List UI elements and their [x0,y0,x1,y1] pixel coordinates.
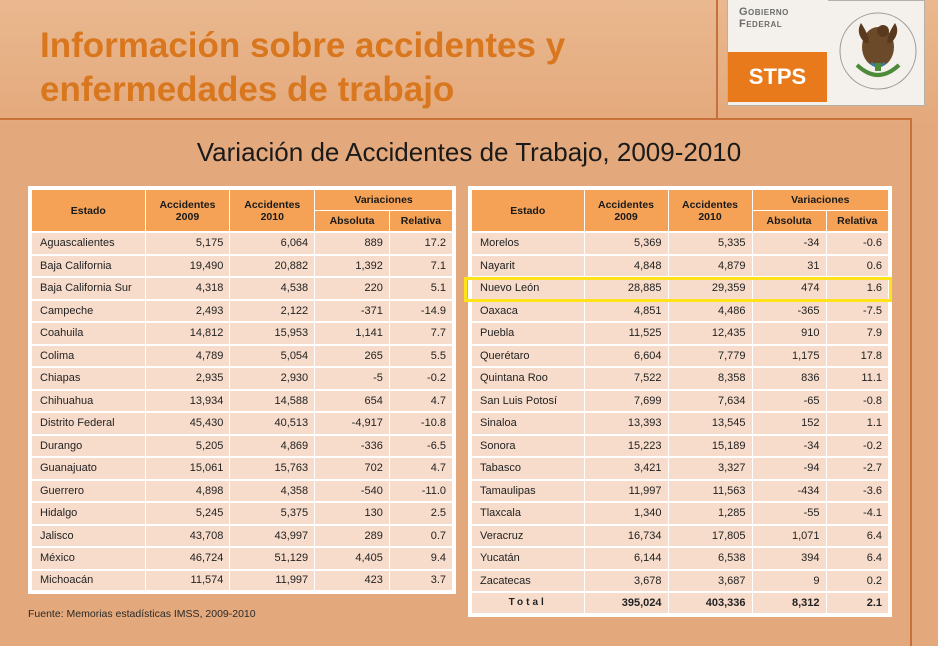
total-row [470,592,890,615]
absolute-variation-cell: 9 [752,570,826,593]
column-header-2009 [584,188,668,232]
year-2010-label: 2010 [260,210,284,223]
absolute-variation-cell: -5 [315,367,390,390]
relative-variation-cell: 1.6 [826,277,890,300]
accidents-2010-cell: 7,779 [668,345,752,368]
table-row [30,547,454,570]
state-cell: Baja California Sur [30,277,145,300]
accidents-2010-cell: 13,545 [668,412,752,435]
table-subtitle: Variación de Accidentes de Trabajo, 2009-2010 [196,137,742,167]
table-row [30,480,454,503]
absolute-variation-cell: -55 [752,502,826,525]
source-note: Fuente: Memorias estadísticas IMSS, 2009-2010 [28,608,256,620]
accidents-2010-cell: 11,997 [230,570,315,593]
relative-variation-cell: -0.2 [826,435,890,458]
absolute-variation-cell: 1,071 [752,525,826,548]
total-2010-cell: 403,336 [668,592,752,615]
gob-line1: Gobierno [739,6,789,18]
absolute-variation-cell: 130 [315,502,390,525]
column-header-relativa: Relativa [389,210,454,232]
relative-variation-cell: -10.8 [389,412,454,435]
accidents-2010-cell: 3,327 [668,457,752,480]
absolute-variation-cell: 1,141 [315,322,390,345]
table-row [470,547,890,570]
relative-variation-cell: -7.5 [826,300,890,323]
table-row [470,232,890,255]
accidents-2010-cell: 5,375 [230,502,315,525]
state-cell: Querétaro [470,345,584,368]
absolute-variation-cell: 220 [315,277,390,300]
accidentes-label: Accidentes [597,198,655,211]
column-header-2009 [145,188,230,232]
accidents-2010-cell: 3,687 [668,570,752,593]
table-row [470,570,890,593]
accidents-2009-cell: 19,490 [145,255,230,278]
state-cell: Michoacán [30,570,145,593]
accidents-2009-cell: 11,997 [584,480,668,503]
state-cell: Morelos [470,232,584,255]
relative-variation-cell: -14.9 [389,300,454,323]
gob-line2: Federal [739,18,783,30]
table-row [30,345,454,368]
accidents-2010-cell: 2,930 [230,367,315,390]
relative-variation-cell: 5.1 [389,277,454,300]
accidents-2010-cell: 14,588 [230,390,315,413]
relative-variation-cell: -2.7 [826,457,890,480]
absolute-variation-cell: -371 [315,300,390,323]
table-row [30,502,454,525]
accidents-2010-cell: 7,634 [668,390,752,413]
accidents-2010-cell: 4,869 [230,435,315,458]
accidents-2009-cell: 43,708 [145,525,230,548]
relative-variation-cell: 0.6 [826,255,890,278]
mexican-seal-icon [835,3,921,101]
absolute-variation-cell: 836 [752,367,826,390]
state-cell: Sonora [470,435,584,458]
state-cell: Baja California [30,255,145,278]
state-cell: Jalisco [30,525,145,548]
accidents-2009-cell: 5,205 [145,435,230,458]
total-2009-cell: 395,024 [584,592,668,615]
relative-variation-cell: -0.8 [826,390,890,413]
table-row [470,322,890,345]
absolute-variation-cell: 702 [315,457,390,480]
relative-variation-cell: 1.1 [826,412,890,435]
relative-variation-cell: 7.7 [389,322,454,345]
accidents-2010-cell: 6,538 [668,547,752,570]
column-header-absoluta: Absoluta [752,210,826,232]
accidentes-label: Accidentes [244,198,301,211]
relative-variation-cell: 17.8 [826,345,890,368]
relative-variation-cell: 7.9 [826,322,890,345]
state-cell: Durango [30,435,145,458]
accidents-2009-cell: 2,935 [145,367,230,390]
year-2009-label: 2009 [614,210,638,223]
relative-variation-cell: 6.4 [826,547,890,570]
absolute-variation-cell: -34 [752,435,826,458]
absolute-variation-cell: -4,917 [315,412,390,435]
table-row [30,322,454,345]
accidents-2010-cell: 2,122 [230,300,315,323]
absolute-variation-cell: 1,175 [752,345,826,368]
table-row [30,367,454,390]
accidents-2009-cell: 28,885 [584,277,668,300]
accidents-2009-cell: 4,851 [584,300,668,323]
accidents-2009-cell: 11,574 [145,570,230,593]
accidents-2010-cell: 5,054 [230,345,315,368]
absolute-variation-cell: 910 [752,322,826,345]
accidents-2010-cell: 1,285 [668,502,752,525]
frame-line-logo [716,0,718,120]
accidentes-label: Accidentes [681,198,739,211]
table-row [470,435,890,458]
accidents-2010-cell: 43,997 [230,525,315,548]
accidents-2009-cell: 5,369 [584,232,668,255]
table-row [470,345,890,368]
relative-variation-cell: 4.7 [389,457,454,480]
state-cell: San Luis Potosí [470,390,584,413]
column-header-variaciones: Variaciones [315,188,454,210]
table-row [470,480,890,503]
absolute-variation-cell: 474 [752,277,826,300]
column-header-2010 [230,188,315,232]
state-cell: Hidalgo [30,502,145,525]
absolute-variation-cell: 152 [752,412,826,435]
nuevo-leon-highlight [464,277,892,302]
state-cell: Campeche [30,300,145,323]
state-cell: Aguascalientes [30,232,145,255]
state-cell: Sinaloa [470,412,584,435]
table-row [30,255,454,278]
table-row [30,300,454,323]
state-cell: México [30,547,145,570]
column-header-absoluta: Absoluta [315,210,390,232]
absolute-variation-cell: 889 [315,232,390,255]
absolute-variation-cell: 654 [315,390,390,413]
state-cell: Zacatecas [470,570,584,593]
accidents-2009-cell: 5,175 [145,232,230,255]
relative-variation-cell: 2.5 [389,502,454,525]
accidents-2010-cell: 4,486 [668,300,752,323]
state-cell: Veracruz [470,525,584,548]
absolute-variation-cell: 1,392 [315,255,390,278]
absolute-variation-cell: -34 [752,232,826,255]
table-row [470,367,890,390]
absolute-variation-cell: 394 [752,547,826,570]
table-row [30,412,454,435]
state-cell: Colima [30,345,145,368]
year-2009-label: 2009 [175,210,200,223]
total-absolute-cell: 8,312 [752,592,826,615]
column-header-2010 [668,188,752,232]
table-row [30,277,454,300]
state-cell: Oaxaca [470,300,584,323]
absolute-variation-cell: 289 [315,525,390,548]
column-header-estado: Estado [30,188,145,232]
absolute-variation-cell: -336 [315,435,390,458]
absolute-variation-cell: 423 [315,570,390,593]
absolute-variation-cell: -365 [752,300,826,323]
accidents-2009-cell: 6,144 [584,547,668,570]
accidents-2010-cell: 4,358 [230,480,315,503]
accidents-table-left [28,186,456,594]
accidents-2010-cell: 12,435 [668,322,752,345]
state-cell: Distrito Federal [30,412,145,435]
relative-variation-cell: -0.2 [389,367,454,390]
relative-variation-cell: 4.7 [389,390,454,413]
gobierno-federal-label [739,6,819,30]
accidents-2010-cell: 11,563 [668,480,752,503]
accidents-2009-cell: 16,734 [584,525,668,548]
table-row [30,435,454,458]
accidents-2009-cell: 7,522 [584,367,668,390]
accidents-2009-cell: 2,493 [145,300,230,323]
table-row [470,457,890,480]
state-cell: Yucatán [470,547,584,570]
state-cell: Coahuila [30,322,145,345]
absolute-variation-cell: -434 [752,480,826,503]
absolute-variation-cell: 4,405 [315,547,390,570]
state-cell: Guanajuato [30,457,145,480]
relative-variation-cell: -4.1 [826,502,890,525]
relative-variation-cell: -0.6 [826,232,890,255]
state-cell: Chiapas [30,367,145,390]
column-header-variaciones: Variaciones [752,188,890,210]
table-row [30,570,454,593]
state-cell: Quintana Roo [470,367,584,390]
accidents-2009-cell: 11,525 [584,322,668,345]
relative-variation-cell: -11.0 [389,480,454,503]
column-header-estado: Estado [470,188,584,232]
accidents-2009-cell: 4,318 [145,277,230,300]
accidents-2010-cell: 6,064 [230,232,315,255]
relative-variation-cell: 7.1 [389,255,454,278]
state-cell: Puebla [470,322,584,345]
accidents-2009-cell: 4,848 [584,255,668,278]
state-cell: Tlaxcala [470,502,584,525]
total-label: Total [470,592,584,615]
stps-logo: STPS [728,52,827,102]
accidents-2009-cell: 46,724 [145,547,230,570]
accidents-2010-cell: 15,953 [230,322,315,345]
accidents-2009-cell: 5,245 [145,502,230,525]
table-row [30,232,454,255]
table-row [30,457,454,480]
relative-variation-cell: 0.2 [826,570,890,593]
state-cell: Nuevo León [470,277,584,300]
accidents-2009-cell: 1,340 [584,502,668,525]
absolute-variation-cell: -65 [752,390,826,413]
relative-variation-cell: 6.4 [826,525,890,548]
accidents-2010-cell: 5,335 [668,232,752,255]
accidents-table-right [468,186,892,617]
table-row [30,390,454,413]
accidents-2010-cell: 40,513 [230,412,315,435]
relative-variation-cell: 11.1 [826,367,890,390]
accidents-2010-cell: 8,358 [668,367,752,390]
table-row [470,255,890,278]
absolute-variation-cell: 265 [315,345,390,368]
state-cell: Guerrero [30,480,145,503]
table-row [470,502,890,525]
relative-variation-cell: -3.6 [826,480,890,503]
page-title-line1: Información sobre accidentes y [40,26,566,65]
accidents-2010-cell: 15,189 [668,435,752,458]
relative-variation-cell: 3.7 [389,570,454,593]
page-title-line2: enfermedades de trabajo [40,70,455,109]
accidents-2010-cell: 4,879 [668,255,752,278]
table-row [470,390,890,413]
table-row [470,412,890,435]
accidents-2010-cell: 17,805 [668,525,752,548]
state-cell: Chihuahua [30,390,145,413]
accidents-2010-cell: 15,763 [230,457,315,480]
relative-variation-cell: -6.5 [389,435,454,458]
accidents-2010-cell: 51,129 [230,547,315,570]
total-relative-cell: 2.1 [826,592,890,615]
state-cell: Tabasco [470,457,584,480]
accidents-2009-cell: 15,223 [584,435,668,458]
accidents-2009-cell: 4,898 [145,480,230,503]
accidents-2009-cell: 45,430 [145,412,230,435]
accidents-2009-cell: 13,393 [584,412,668,435]
state-cell: Tamaulipas [470,480,584,503]
accidents-2009-cell: 6,604 [584,345,668,368]
absolute-variation-cell: -540 [315,480,390,503]
relative-variation-cell: 5.5 [389,345,454,368]
relative-variation-cell: 0.7 [389,525,454,548]
accidents-2010-cell: 4,538 [230,277,315,300]
table-row [30,525,454,548]
accidents-2009-cell: 3,678 [584,570,668,593]
frame-line-right [910,118,912,646]
table-row [470,525,890,548]
accidents-2010-cell: 29,359 [668,277,752,300]
column-header-relativa: Relativa [826,210,890,232]
accidents-2009-cell: 13,934 [145,390,230,413]
accidents-2009-cell: 4,789 [145,345,230,368]
accidents-2009-cell: 15,061 [145,457,230,480]
frame-line-top [0,118,910,120]
relative-variation-cell: 9.4 [389,547,454,570]
accidents-2009-cell: 14,812 [145,322,230,345]
absolute-variation-cell: 31 [752,255,826,278]
state-cell: Nayarit [470,255,584,278]
accidents-2009-cell: 3,421 [584,457,668,480]
page-title [40,24,680,112]
table-row [470,300,890,323]
accidents-2009-cell: 7,699 [584,390,668,413]
accidents-2010-cell: 20,882 [230,255,315,278]
absolute-variation-cell: -94 [752,457,826,480]
accidentes-label: Accidentes [159,198,216,211]
year-2010-label: 2010 [698,210,722,223]
relative-variation-cell: 17.2 [389,232,454,255]
